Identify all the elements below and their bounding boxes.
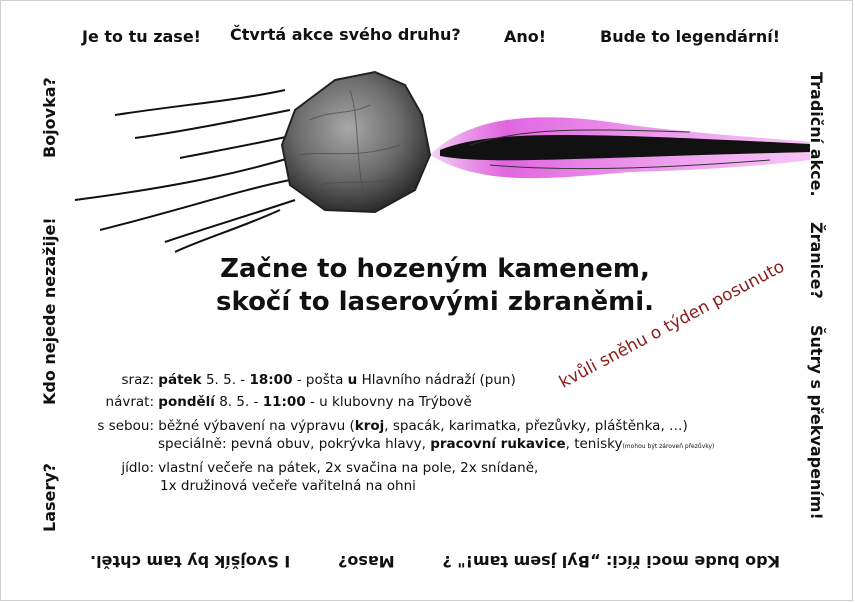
navrat-time: 11:00 (262, 394, 306, 410)
teaser-bottom-row (90, 543, 780, 571)
sebou-post: , spacák, karimatka, přezůvky, pláštěnka, …) (384, 418, 688, 434)
navrat-date: 8. 5. - (214, 394, 263, 410)
sebou-kroj: kroj (354, 418, 385, 434)
teaser-right-2: Žranice? (807, 222, 826, 299)
navrat-place: - u klubovny na Trýbově (305, 394, 472, 410)
headline (165, 253, 705, 319)
info-sebou (88, 417, 688, 435)
teaser-top-2: Čtvrtá akce svého druhu? (230, 25, 461, 44)
info-navrat (88, 393, 472, 411)
navrat-day: pondělí (158, 394, 215, 410)
jidlo-line-1: vlastní večeře na pátek, 2x svačina na pole, 2x snídaně, (158, 460, 539, 476)
sebou-pre: běžné výbavení na výpravu ( (158, 418, 355, 434)
teaser-top-1: Je to tu zase! (82, 27, 201, 46)
sraz-mid: - pošta (292, 372, 348, 388)
teaser-left-2: Kdo nejede nezažije! (40, 217, 59, 405)
teaser-right-1: Tradiční akce. (807, 72, 826, 197)
sraz-label: sraz: (121, 372, 154, 388)
sraz-u: u (347, 372, 358, 388)
teaser-bottom-3: I Svojšík by tam chtěl. (90, 552, 291, 571)
teaser-left-3: Lasery? (40, 463, 59, 532)
jidlo-label: jídlo: (121, 460, 154, 476)
sebou-note: (mohou být zároveň přezůvky) (622, 443, 715, 450)
teaser-top-3: Ano! (504, 27, 547, 46)
rock-laser-illustration (70, 60, 810, 260)
sraz-time: 18:00 (249, 372, 293, 388)
teaser-bottom-2: Maso? (338, 552, 395, 571)
info-jidlo-line2: 1x družinová večeře vařitelná na ohni (160, 478, 416, 494)
info-sebou-line2 (158, 435, 714, 456)
sebou-label: s sebou: (97, 418, 154, 434)
sebou-l2a: speciálně: pevná obuv, pokrývka hlavy, (158, 436, 431, 452)
navrat-label: návrat: (105, 394, 154, 410)
info-sraz (88, 371, 516, 389)
headline-line-2: skočí to laserovými zbraněmi. (216, 287, 654, 317)
sraz-date: 5. 5. - (201, 372, 250, 388)
teaser-bottom-1: Kdo bude moci říci: „Byl jsem tam!" ? (442, 552, 780, 571)
teaser-left-1: Bojovka? (40, 77, 59, 158)
info-jidlo (88, 459, 538, 477)
headline-line-1: Začne to hozeným kamenem, (220, 254, 650, 284)
sebou-l2c: , tenisky (565, 436, 623, 452)
sebou-gloves: pracovní rukavice (430, 436, 566, 452)
postponed-note: kvůli sněhu o týden posunuto (556, 256, 788, 393)
teaser-right-3: Šutry s překvapením! (807, 325, 826, 520)
sraz-place: Hlavního nádraží (pun) (357, 372, 516, 388)
sraz-day: pátek (158, 372, 202, 388)
teaser-top-4: Bude to legendární! (600, 27, 781, 46)
